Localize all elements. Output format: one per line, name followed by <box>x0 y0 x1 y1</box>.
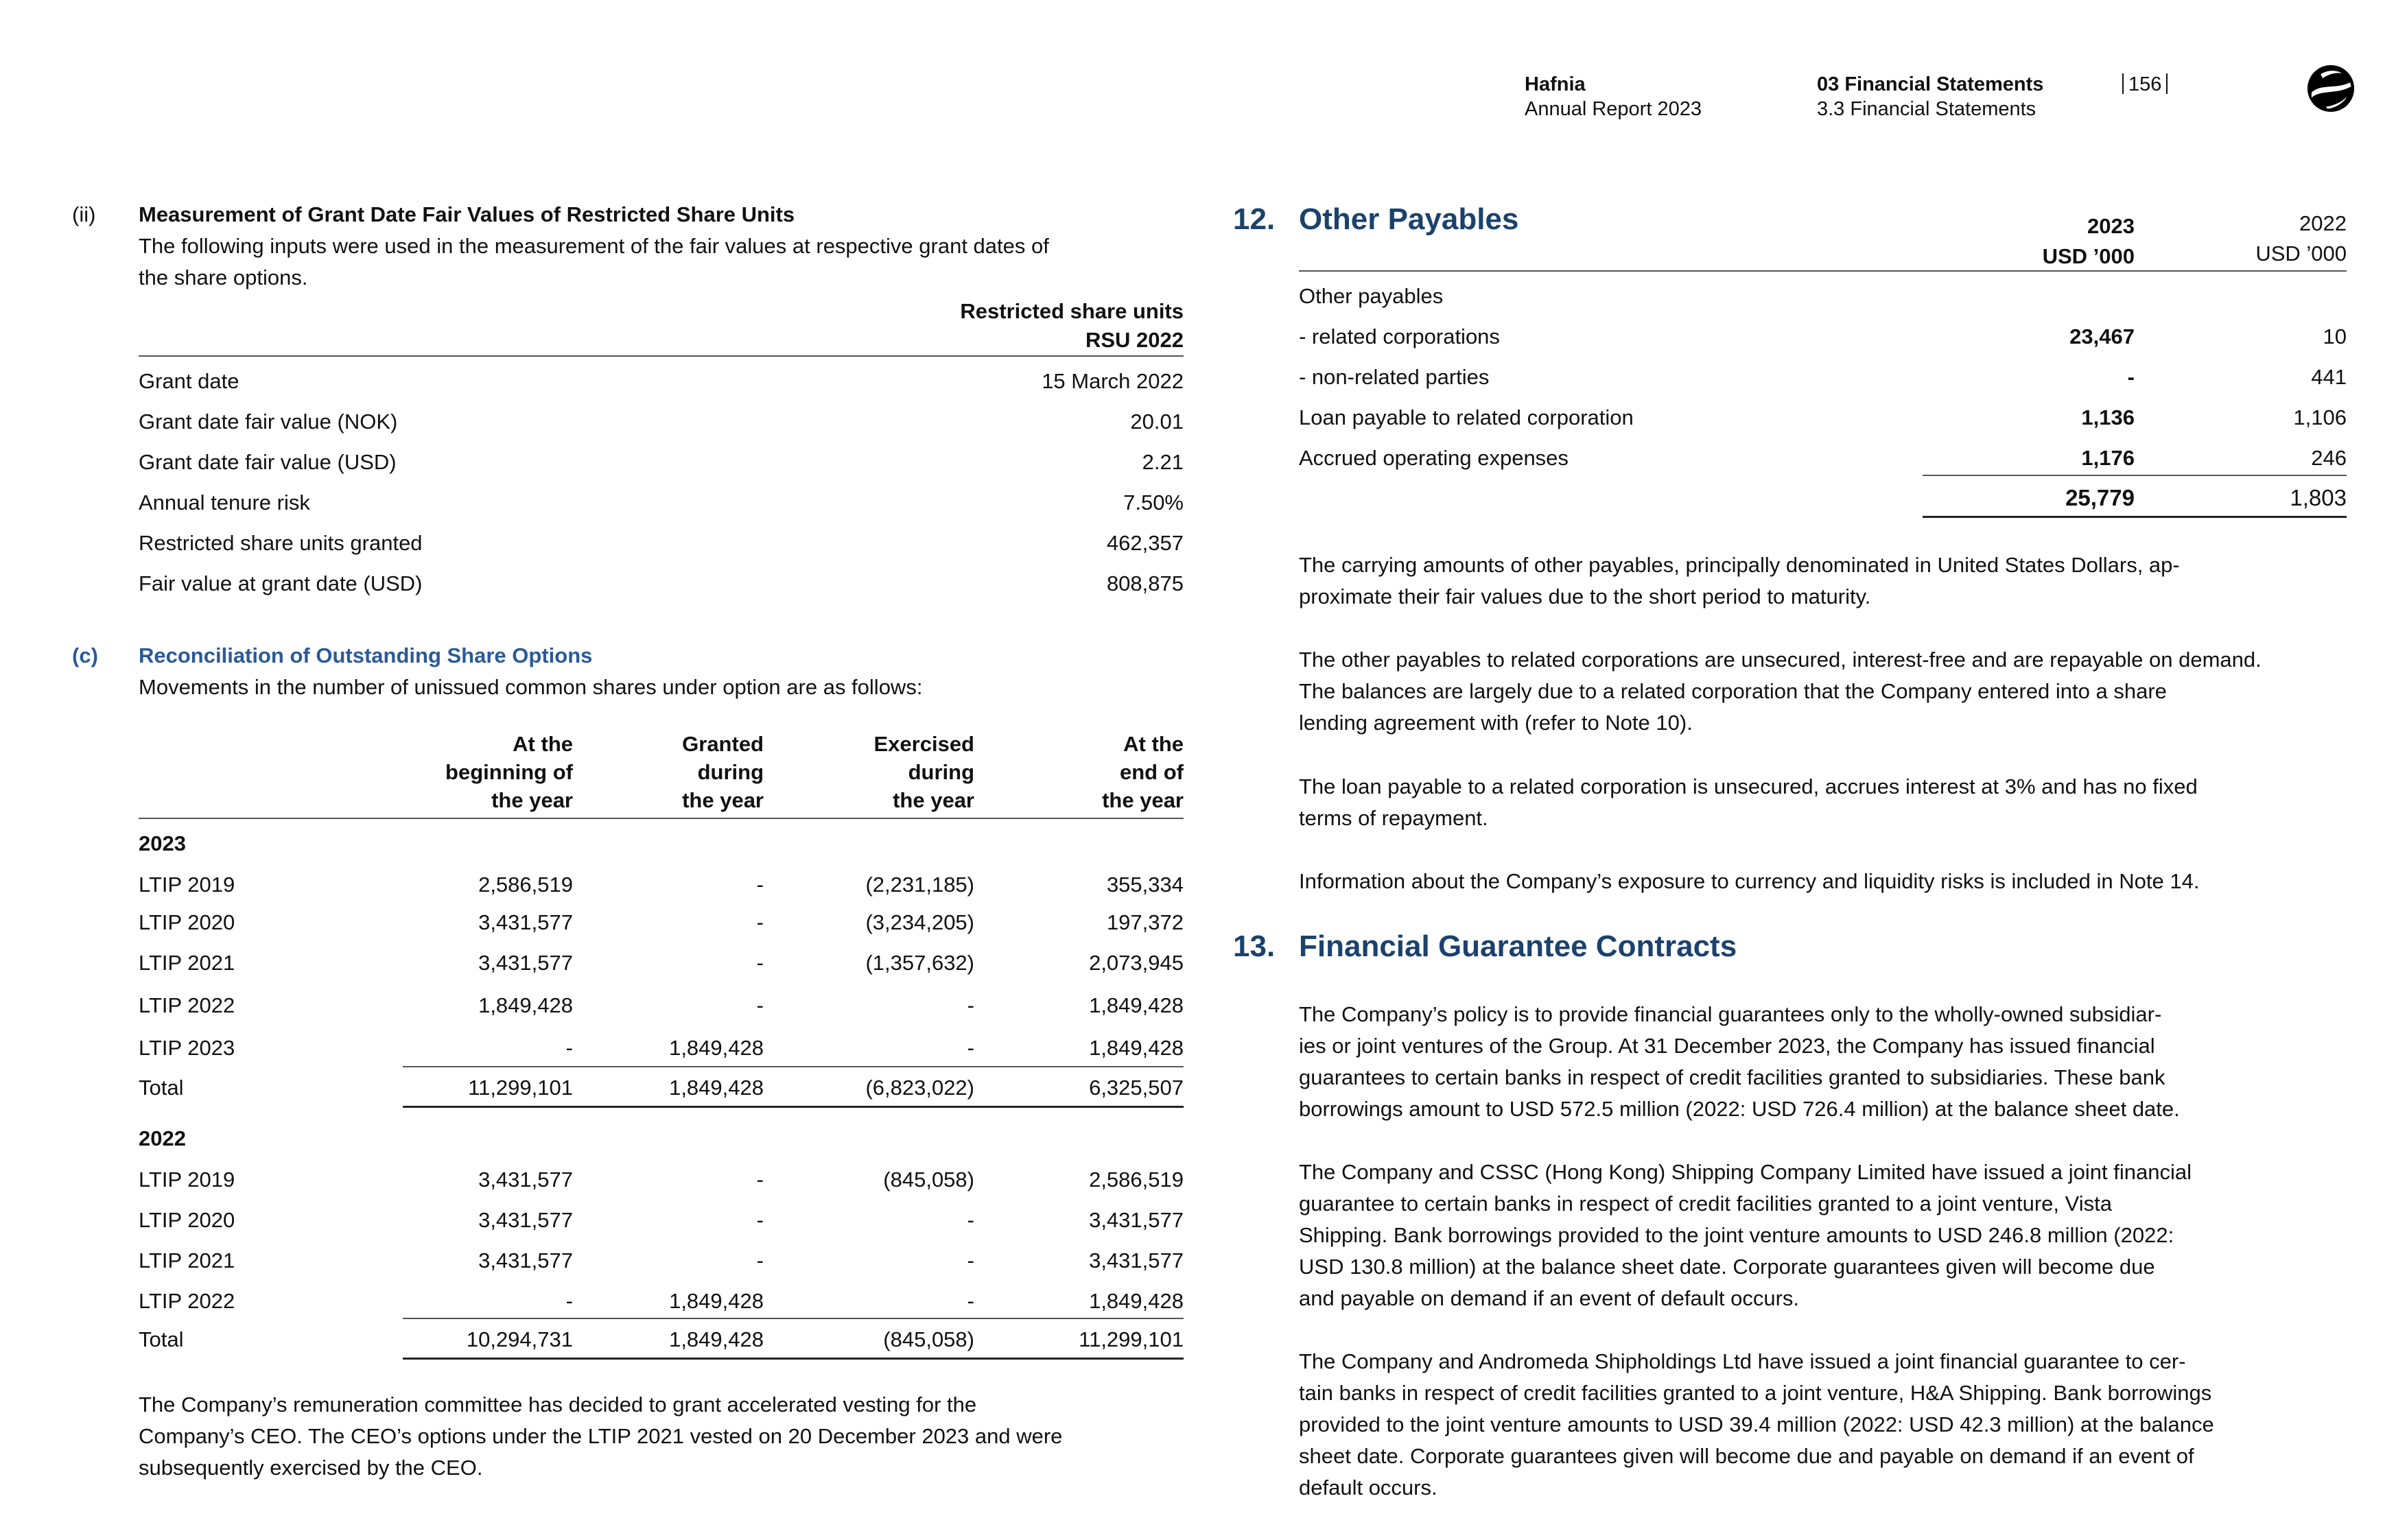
cell-beginning: - <box>565 1289 573 1313</box>
cell-end: 1,849,428 <box>1089 1289 1184 1313</box>
col-header-line: the year <box>491 788 573 812</box>
cell-beginning: - <box>565 1036 573 1060</box>
note12-subtotal-rule <box>1923 475 2347 476</box>
row-label: Other payables <box>1299 284 1444 308</box>
cell-granted: 1,849,428 <box>669 1036 764 1060</box>
cell-exercised: (1,357,632) <box>865 951 974 975</box>
col-header-line: during <box>697 760 764 784</box>
table-row <box>139 869 1184 901</box>
note13-number: 13. <box>1233 929 1276 963</box>
company-name: Hafnia <box>1525 73 1586 95</box>
row-value: 20.01 <box>1130 410 1184 434</box>
cell-beginning: 11,299,101 <box>468 1076 573 1100</box>
row-label: Fair value at grant date (USD) <box>139 571 423 595</box>
note12-p3-line2: terms of repayment. <box>1299 806 1488 830</box>
col-header-beginning <box>445 730 573 814</box>
cell-beginning: 3,431,577 <box>478 1248 573 1272</box>
cell-exercised: - <box>967 1289 974 1313</box>
col-header-line: At the <box>1123 732 1184 756</box>
paragraph-line: tain banks in respect of credit facilities granted to a joint venture, H&A Shipping. Bank borrowings <box>1299 1381 2212 1405</box>
note12-p4-line1: Information about the Company’s exposure to currency and liquidity risks is included in Note 14. <box>1299 869 2200 893</box>
cell-granted: 1,849,428 <box>669 1076 764 1100</box>
col-header-line: end of <box>1120 760 1184 784</box>
table-row <box>139 1032 1184 1064</box>
table-row <box>139 568 1184 600</box>
col-header-line: Exercised <box>873 732 974 756</box>
table-row-total <box>139 1324 1184 1355</box>
paragraph-line: The Company’s policy is to provide financial guarantees only to the wholly-owned subsidiar- <box>1299 1002 2162 1026</box>
section-marker-ii: (ii) <box>72 202 96 226</box>
table-row <box>139 406 1184 438</box>
row-label: - non-related parties <box>1299 365 1490 389</box>
cell-2023: 23,467 <box>2069 324 2135 348</box>
table-row <box>139 366 1184 397</box>
cell-granted: - <box>756 993 764 1017</box>
table-row <box>1299 321 2347 353</box>
paragraph-line: The Company and CSSC (Hong Kong) Shipping Company Limited have issued a joint financial <box>1299 1160 2192 1184</box>
row-label: Grant date fair value (NOK) <box>139 410 398 434</box>
row-value: 15 March 2022 <box>1042 369 1184 393</box>
cell-granted: - <box>756 1168 764 1192</box>
cell-end: 1,849,428 <box>1089 1036 1184 1060</box>
cell-2022: 246 <box>2311 446 2347 470</box>
note12-p2-line2: The balances are largely due to a related corporation that the Company entered into a share <box>1299 679 2167 703</box>
options-header-rule <box>139 818 1184 819</box>
note12-p1-line1: The carrying amounts of other payables, principally denominated in United States Dollars, ap- <box>1299 553 2180 577</box>
col-unit: USD ’000 <box>2042 244 2135 268</box>
table-row <box>139 907 1184 938</box>
col-header-granted <box>682 730 764 814</box>
cell-beginning: 3,431,577 <box>478 951 573 975</box>
rsu-section-title: Measurement of Grant Date Fair Values of Restricted Share Units <box>139 202 795 226</box>
section-marker-c: (c) <box>72 643 98 667</box>
paragraph-line: and payable on demand if an event of default occurs. <box>1299 1286 1799 1310</box>
note12-col-2022 <box>2255 209 2347 269</box>
table-row <box>139 528 1184 559</box>
options-footnote-line1: The Company’s remuneration committee has decided to grant accelerated vesting for the <box>139 1393 977 1417</box>
options-section-title: Reconciliation of Outstanding Share Options <box>139 643 593 667</box>
paragraph-line: sheet date. Corporate guarantees given will become due and payable on demand if an event of <box>1299 1444 2194 1468</box>
row-value: 808,875 <box>1106 571 1184 595</box>
col-year: 2023 <box>2087 214 2135 238</box>
total-2023: 25,779 <box>2065 485 2135 510</box>
row-label: Grant date <box>139 369 239 393</box>
table-row <box>1299 402 2347 434</box>
note13-title: Financial Guarantee Contracts <box>1299 929 1737 963</box>
cell-2022: 441 <box>2311 365 2347 389</box>
col-year: 2022 <box>2299 211 2347 235</box>
cell-granted: 1,849,428 <box>669 1289 764 1313</box>
options-footnote-line3: subsequently exercised by the CEO. <box>139 1456 483 1480</box>
paragraph-line: ies or joint ventures of the Group. At 31 December 2023, the Company has issued financial <box>1299 1034 2155 1058</box>
table-row <box>1299 281 2347 312</box>
note12-p3-line1: The loan payable to a related corporation is unsecured, accrues interest at 3% and has no fixed <box>1299 774 2198 798</box>
col-header-line: beginning of <box>445 760 573 784</box>
cell-2022: 1,106 <box>2293 405 2347 429</box>
col-header-line: Granted <box>682 732 764 756</box>
cell-granted: - <box>756 1248 764 1272</box>
rsu-intro-line1: The following inputs were used in the measurement of the fair values at respective grant dates of <box>139 234 1049 258</box>
options-footnote-line2: Company’s CEO. The CEO’s options under the LTIP 2021 vested on 20 December 2023 and were <box>139 1424 1063 1448</box>
table-row <box>139 947 1184 979</box>
cell-exercised: - <box>967 1208 974 1232</box>
cell-granted: - <box>756 910 764 934</box>
col-header-line: the year <box>1102 788 1184 812</box>
table-row-total <box>139 1072 1184 1104</box>
row-label: LTIP 2023 <box>139 1036 235 1060</box>
row-label: Accrued operating expenses <box>1299 446 1569 470</box>
cell-granted: - <box>756 951 764 975</box>
cell-exercised: - <box>967 1036 974 1060</box>
cell-beginning: 3,431,577 <box>478 910 573 934</box>
table-row <box>1299 362 2347 393</box>
paragraph-line: borrowings amount to USD 572.5 million (2022: USD 726.4 million) at the balance sheet date. <box>1299 1097 2180 1121</box>
row-label: Total <box>139 1076 184 1100</box>
header-company <box>1525 72 1702 121</box>
cell-beginning: 1,849,428 <box>478 993 573 1017</box>
total-2022: 1,803 <box>2290 485 2347 510</box>
cell-exercised: - <box>967 993 974 1017</box>
row-value: 462,357 <box>1106 531 1184 555</box>
cell-exercised: (845,058) <box>883 1327 974 1351</box>
row-value: 7.50% <box>1123 490 1184 514</box>
table-row <box>139 1245 1184 1277</box>
rsu-column-header <box>960 297 1184 355</box>
cell-2023: 1,136 <box>2081 405 2135 429</box>
cell-exercised: - <box>967 1248 974 1272</box>
cell-end: 6,325,507 <box>1089 1076 1184 1100</box>
cell-2022: 10 <box>2323 324 2347 348</box>
row-label: Grant date fair value (USD) <box>139 450 397 474</box>
cell-end: 355,334 <box>1106 873 1184 897</box>
page-number <box>2117 72 2172 97</box>
options-intro: Movements in the number of unissued common shares under option are as follows: <box>139 675 923 699</box>
paragraph-line: The Company and Andromeda Shipholdings Ltd have issued a joint financial guarantee to cer- <box>1299 1349 2186 1373</box>
cell-end: 197,372 <box>1106 910 1184 934</box>
table-row <box>139 487 1184 519</box>
col-header-exercised <box>874 730 975 814</box>
cell-2023: 1,176 <box>2081 446 2135 470</box>
hafnia-logo-icon <box>2305 63 2356 114</box>
report-name: Annual Report 2023 <box>1525 98 1702 120</box>
rsu-col-header-line2: RSU 2022 <box>1085 328 1184 352</box>
row-value: 2.21 <box>1142 450 1184 474</box>
cell-granted: 1,849,428 <box>669 1327 764 1351</box>
cell-end: 3,431,577 <box>1089 1208 1184 1232</box>
subtotal-rule <box>403 1066 1184 1067</box>
cell-granted: - <box>756 1208 764 1232</box>
table-row <box>1299 442 2347 474</box>
cell-exercised: (3,234,205) <box>865 910 974 934</box>
total-rule <box>403 1358 1184 1360</box>
note12-p2-line1: The other payables to related corporations are unsecured, interest-free and are repayable on demand. <box>1299 648 2262 672</box>
cell-end: 1,849,428 <box>1089 993 1184 1017</box>
row-label: Annual tenure risk <box>139 490 310 514</box>
row-label: Restricted share units granted <box>139 531 423 555</box>
paragraph-line: guarantee to certain banks in respect of credit facilities granted to a joint venture, Vista <box>1299 1192 2112 1216</box>
note12-title: Other Payables <box>1299 202 1519 236</box>
table-row <box>139 447 1184 478</box>
col-header-line: the year <box>893 788 974 812</box>
subtotal-rule <box>403 1318 1184 1319</box>
page-number-value: 156 <box>2128 73 2162 95</box>
cell-2023: - <box>2127 365 2135 389</box>
paragraph-line: guarantees to certain banks in respect of credit facilities granted to subsidiaries. These bank <box>1299 1065 2165 1089</box>
row-label: LTIP 2022 <box>139 993 235 1017</box>
col-header-line: At the <box>513 732 573 756</box>
cell-end: 2,073,945 <box>1089 951 1184 975</box>
rsu-header-rule <box>139 355 1184 357</box>
table-row <box>139 1164 1184 1196</box>
cell-beginning: 3,431,577 <box>478 1208 573 1232</box>
group-year-2022: 2022 <box>139 1126 186 1150</box>
cell-beginning: 3,431,577 <box>478 1168 573 1192</box>
cell-exercised: (845,058) <box>883 1168 974 1192</box>
cell-end: 2,586,519 <box>1089 1168 1184 1192</box>
group-year-2023: 2023 <box>139 831 186 855</box>
paragraph-line: Shipping. Bank borrowings provided to the joint venture amounts to USD 246.8 million (2022: <box>1299 1223 2174 1247</box>
paragraph-line: provided to the joint venture amounts to USD 39.4 million (2022: USD 42.3 million) at the balance <box>1299 1412 2214 1436</box>
cell-end: 3,431,577 <box>1089 1248 1184 1272</box>
col-header-end <box>1102 730 1184 814</box>
cell-beginning: 2,586,519 <box>478 873 573 897</box>
row-label: Loan payable to related corporation <box>1299 405 1634 429</box>
note12-p1-line2: proximate their fair values due to the short period to maturity. <box>1299 584 1871 608</box>
cell-exercised: (2,231,185) <box>865 873 974 897</box>
section-name: 03 Financial Statements <box>1817 73 2044 95</box>
table-row <box>139 1286 1184 1317</box>
header-section <box>1817 72 2043 121</box>
row-label: LTIP 2019 <box>139 1168 235 1192</box>
col-unit: USD ’000 <box>2255 241 2347 265</box>
rsu-col-header-line1: Restricted share units <box>960 299 1184 323</box>
cell-end: 11,299,101 <box>1079 1327 1184 1351</box>
divider <box>2122 73 2124 94</box>
note12-header-rule <box>1299 270 2347 272</box>
total-rule <box>403 1106 1184 1108</box>
col-header-line: the year <box>682 788 764 812</box>
subsection-name: 3.3 Financial Statements <box>1817 98 2036 120</box>
table-row <box>139 990 1184 1021</box>
table-row <box>139 1205 1184 1236</box>
note12-number: 12. <box>1233 202 1276 236</box>
col-header-line: during <box>908 760 974 784</box>
divider <box>2166 73 2168 94</box>
paragraph-line: default occurs. <box>1299 1476 1437 1500</box>
row-label: LTIP 2022 <box>139 1289 235 1313</box>
cell-beginning: 10,294,731 <box>466 1327 573 1351</box>
paragraph-line: USD 130.8 million) at the balance sheet date. Corporate guarantees given will become due <box>1299 1255 2155 1279</box>
row-label: Total <box>139 1327 184 1351</box>
cell-granted: - <box>756 873 764 897</box>
cell-exercised: (6,823,022) <box>865 1076 974 1100</box>
row-label: LTIP 2020 <box>139 910 235 934</box>
row-label: LTIP 2021 <box>139 1248 235 1272</box>
row-label: LTIP 2019 <box>139 873 235 897</box>
note12-total-rule <box>1923 516 2347 518</box>
row-label: LTIP 2021 <box>139 951 235 975</box>
note12-p2-line3: lending agreement with (refer to Note 10). <box>1299 711 1693 735</box>
note12-col-2023 <box>2043 211 2135 272</box>
table-row-total <box>1299 482 2347 514</box>
row-label: - related corporations <box>1299 324 1500 348</box>
row-label: LTIP 2020 <box>139 1208 235 1232</box>
rsu-intro-line2: the share options. <box>139 265 308 289</box>
